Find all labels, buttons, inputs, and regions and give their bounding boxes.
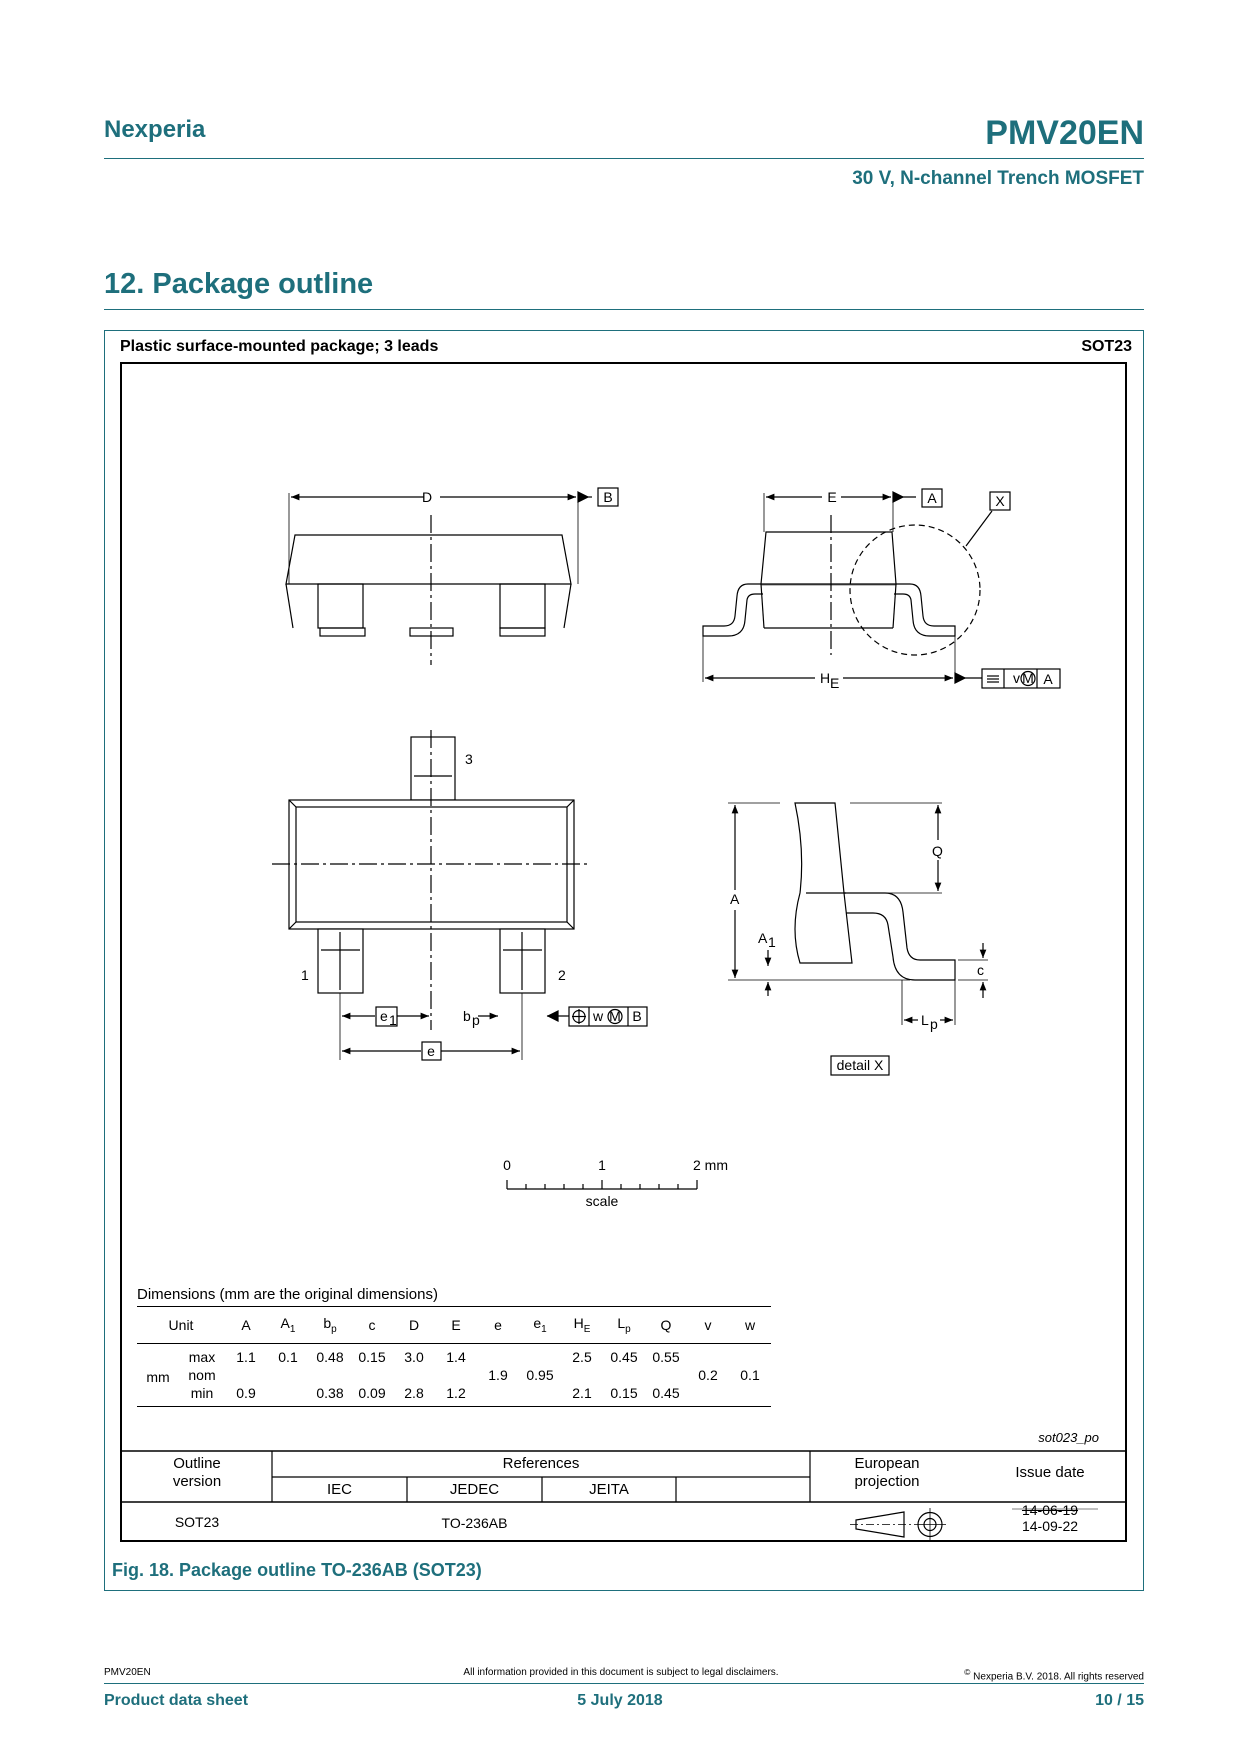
pin-1-label: 1 [301,967,309,983]
table-cell: 0.9 [225,1384,267,1407]
dimensions-row-max [137,1344,771,1367]
footer-doc-type: Product data sheet [104,1692,249,1709]
dimensions-table [137,1306,771,1407]
dimensions-row-nom [137,1366,771,1384]
label-A1: A [758,930,768,946]
package-code: SOT23 [1081,338,1132,355]
side-view [286,488,618,665]
section-title: 12. Package outline [104,268,374,300]
table-cell: 0.2 [698,1367,718,1383]
tolerance-A: A [1043,671,1053,687]
label-A: A [730,891,740,907]
header-A: A [225,1307,267,1344]
document-title: PMV20EN [985,114,1144,152]
table-cell [519,1384,561,1407]
table-cell: 0.09 [351,1384,393,1407]
outline-version-header: Outline version [172,1455,222,1490]
new-issue-date: 14-09-22 [1021,1518,1079,1534]
table-cell: 1.4 [446,1349,466,1365]
label-Q: Q [932,843,943,859]
scale-labels [503,1157,728,1209]
table-cell: 0.55 [652,1349,680,1365]
table-cell: 1.2 [435,1384,477,1407]
brand-name: Nexperia [104,116,206,143]
top-view [272,730,647,1060]
footer-copyright-block [964,1667,1144,1682]
table-cell: 0.48 [316,1349,344,1365]
footer-divider [104,1683,1144,1684]
label-HE-sub: E [830,675,840,691]
table-cell: 0.1 [278,1349,298,1365]
unit-cell: mm [137,1344,179,1407]
table-cell [351,1366,393,1384]
header-Lp: $L_p$ [603,1307,645,1344]
table-cell: 0.45 [645,1384,687,1407]
header-e: e [477,1307,519,1344]
end-view [703,489,1060,688]
header-HE: $H_E$ [561,1307,603,1344]
pin-3-label: 3 [465,751,473,767]
table-cell [729,1384,771,1407]
label-D: D [421,489,433,505]
iec-header: IEC [326,1481,352,1498]
label-HE: H [820,670,831,686]
header-A1: $A_1$ [267,1307,309,1344]
european-projection-header: European projection [854,1455,920,1490]
dimensions-row-min [137,1384,771,1407]
header-E: E [435,1307,477,1344]
label-Lp-sub: p [930,1016,938,1032]
footer-date: 5 July 2018 [577,1692,663,1709]
table-cell [267,1384,309,1407]
tolerance-M2: M [609,1008,621,1024]
drawing-reference-code: sot023_po [1038,1430,1099,1445]
copyright-mark: © [964,1667,971,1677]
header-D: D [393,1307,435,1344]
table-cell [477,1344,519,1367]
label-A-ref: A [927,490,937,506]
outline-version-value: SOT23 [174,1514,220,1530]
issue-date-header: Issue date [1015,1464,1085,1481]
table-cell: 0.95 [526,1367,554,1383]
label-Lp: L [921,1012,929,1028]
package-description: Plastic surface-mounted package; 3 leads [120,338,439,355]
label-A1-sub: 1 [768,934,776,950]
label-c: c [977,962,984,978]
table-cell [645,1366,687,1384]
label-X: X [995,493,1005,509]
footer-page-number: 10 / 15 [1095,1692,1144,1709]
row-label: max [188,1349,216,1365]
label-e: e [427,1043,435,1059]
tolerance-v: v [1013,670,1020,686]
label-B-ref: B [603,489,613,505]
table-cell [267,1366,309,1384]
scale-tick-1: 1 [598,1157,606,1173]
table-cell [687,1384,729,1407]
pin-2-label: 2 [558,967,566,983]
jedec-header: JEDEC [449,1481,500,1498]
table-cell [519,1344,561,1367]
scale-bar [507,1180,697,1189]
header-bp: $b_p$ [309,1307,351,1344]
label-bp: b [463,1008,471,1024]
jedec-value: TO-236AB [441,1515,508,1531]
table-cell: 0.15 [603,1384,645,1407]
table-cell [435,1366,477,1384]
header-c: c [351,1307,393,1344]
table-cell [603,1366,645,1384]
header-unit: Unit [137,1307,225,1344]
table-cell: 2.5 [572,1349,592,1365]
scale-label: scale [585,1193,619,1209]
table-cell [477,1384,519,1407]
label-bp-sub: p [472,1012,480,1028]
table-cell [309,1366,351,1384]
scale-tick-0: 0 [503,1157,511,1173]
figure-caption: Fig. 18. Package outline TO-236AB (SOT23) [112,1560,482,1580]
old-issue-date: 14-06-19 [1021,1502,1079,1518]
header-w: w [729,1307,771,1344]
header-e1: $e_1$ [519,1307,561,1344]
table-cell: 0.1 [740,1367,760,1383]
table-cell: 0.15 [358,1349,386,1365]
table-cell [561,1366,603,1384]
detail-x-label: detail X [836,1057,884,1073]
label-e1-sub: 1 [389,1012,397,1028]
table-cell: 2.8 [393,1384,435,1407]
dimensions-title: Dimensions (mm are the original dimensions) [137,1286,438,1303]
label-E: E [827,489,837,505]
table-cell: 0.38 [309,1384,351,1407]
row-label: nom [188,1367,216,1383]
header-Q: Q [645,1307,687,1344]
references-header: References [502,1455,580,1472]
label-e1: e [380,1008,388,1024]
table-cell: 1.1 [236,1349,256,1365]
table-cell [225,1366,267,1384]
footer-copyright: Nexperia B.V. 2018. All rights reserved [973,1671,1144,1683]
table-cell [687,1344,729,1367]
footer-doc-id: PMV20EN [104,1667,151,1678]
table-cell: 0.45 [610,1349,638,1365]
row-label: min [179,1384,225,1407]
table-cell [729,1344,771,1367]
dimensions-header-row [137,1307,771,1344]
table-cell: 2.1 [561,1384,603,1407]
tolerance-M: M [1022,670,1034,686]
document-subtitle: 30 V, N-channel Trench MOSFET [852,168,1144,189]
table-cell [393,1366,435,1384]
jeita-header: JEITA [589,1481,629,1498]
scale-tick-2: 2 mm [693,1157,728,1173]
footer-disclaimer: All information provided in this document is subject to legal disclaimers. [463,1667,779,1678]
tolerance-B: B [632,1008,642,1024]
header-v: v [687,1307,729,1344]
table-cell: 3.0 [404,1349,424,1365]
table-cell: 1.9 [488,1367,508,1383]
tolerance-w: w [593,1008,604,1024]
